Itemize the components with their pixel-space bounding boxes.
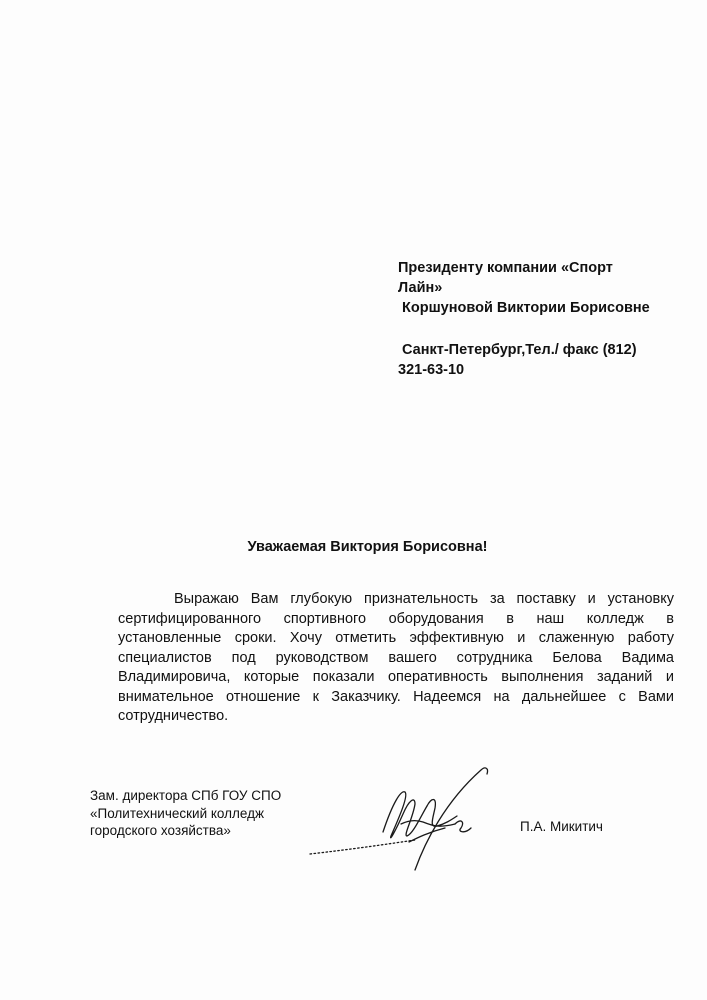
addressee-line: Лайн» <box>398 280 443 296</box>
body-line: Выражаю Вам глубокую признательность за поставку и установку <box>174 591 674 607</box>
body-line: Владимировича, которые показали оперативность выполнения заданий и <box>118 669 674 685</box>
body-line: установленные сроки. Хочу отметить эффективную и слаженную работу <box>118 630 674 646</box>
body-line: внимательное отношение к Заказчику. Надеемся на дальнейшее с Вами <box>118 688 674 705</box>
signatory-position: Зам. директора СПб ГОУ СПО <box>90 788 282 803</box>
addressee-phone: 321-63-10 <box>398 362 465 378</box>
signature-icon <box>305 762 505 872</box>
body-line: сертифицированного спортивного оборудования в наш колледж в <box>118 610 674 627</box>
addressee-block <box>398 258 688 380</box>
signatory-org: «Политехнический колледж <box>90 805 265 821</box>
body-line: сотрудничество. <box>118 708 229 724</box>
body-line: специалистов под руководством вашего сотрудника Белова Вадима <box>118 649 674 666</box>
signer-name: П.А. Микитич <box>520 819 603 834</box>
signatory-org: городского хозяйства» <box>90 823 231 838</box>
salutation: Уважаемая Виктория Борисовна! <box>247 539 488 555</box>
addressee-line: Президенту компании «Спорт <box>398 260 613 276</box>
letter-body <box>118 590 674 727</box>
addressee-name: Коршуновой Виктории Борисовне <box>398 300 650 316</box>
addressee-contact: Санкт-Петербург,Тел./ факс (812) <box>398 342 637 358</box>
addressee-spacer <box>398 318 688 340</box>
